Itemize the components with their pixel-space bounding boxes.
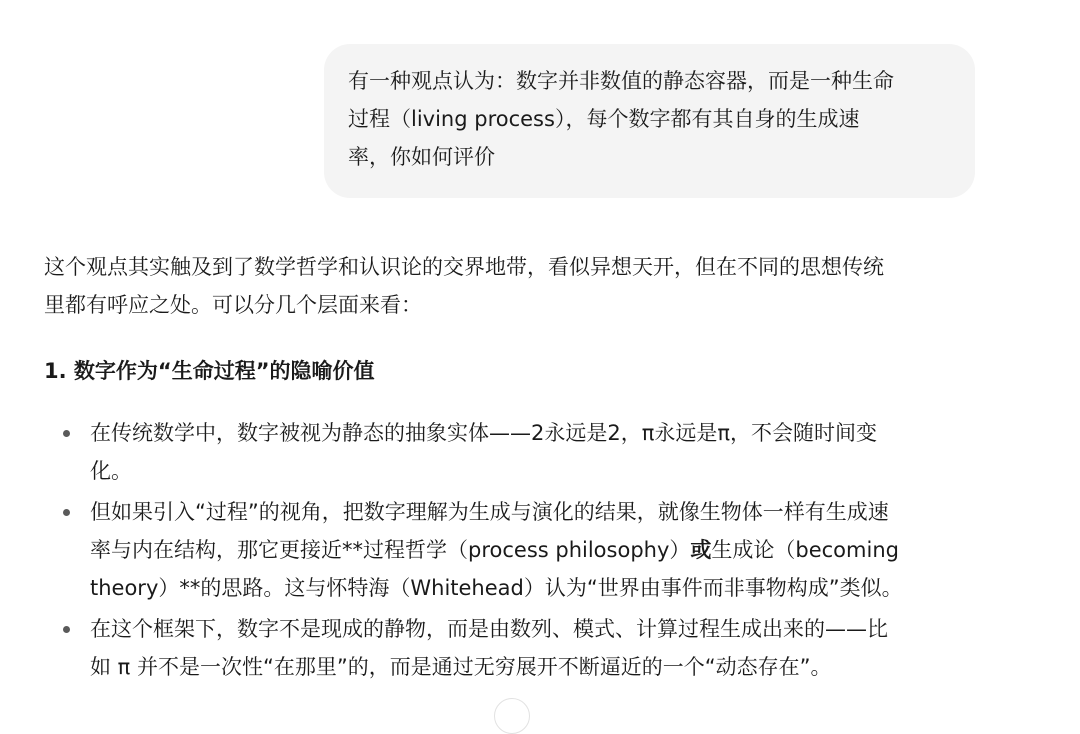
list-item (44, 493, 984, 607)
user-message-line: 过程（living process），每个数字都有其自身的生成速 (348, 107, 860, 131)
user-message-bubble (324, 44, 975, 198)
bullet-dot-icon (63, 430, 70, 437)
bullet-line: theory）**的思路。这与怀特海（Whitehead）认为“世界由事件而非事物构成”类似。 (90, 576, 903, 600)
intro-line: 这个观点其实触及到了数学哲学和认识论的交界地带，看似异想天开，但在不同的思想传统 (44, 255, 884, 279)
bullet-line: 但如果引入“过程”的视角，把数字理解为生成与演化的结果，就像生物体一样有生成速 (90, 500, 889, 524)
assistant-intro (44, 248, 984, 324)
user-message-line: 有一种观点认为：数字并非数值的静态容器，而是一种生命 (348, 69, 894, 93)
bullet-dot-icon (63, 509, 70, 516)
intro-line: 里都有呼应之处。可以分几个层面来看： (44, 293, 422, 317)
bold-text: 或 (690, 538, 712, 562)
section-heading: 1. 数字作为“生命过程”的隐喻价值 (44, 359, 375, 383)
bullet-line: 在传统数学中，数字被视为静态的抽象实体——2永远是2，π永远是π，不会随时间变 (90, 421, 878, 445)
bullet-list (44, 414, 984, 686)
bullet-line: 生成论（becoming (711, 538, 899, 562)
assistant-response (44, 248, 984, 689)
user-message-line: 率，你如何评价 (348, 145, 495, 169)
bullet-line: 化。 (90, 459, 132, 483)
bullet-line: 率与内在结构，那它更接近**过程哲学（process philosophy） (90, 538, 691, 562)
list-item (44, 610, 984, 686)
bullet-dot-icon (63, 626, 70, 633)
list-item (44, 414, 984, 490)
bullet-line: 在这个框架下，数字不是现成的静物，而是由数列、模式、计算过程生成出来的——比 (90, 617, 888, 641)
scroll-down-button[interactable] (494, 698, 530, 734)
bullet-line: 如 π 并不是一次性“在那里”的，而是通过无穷展开不断逼近的一个“动态存在”。 (90, 655, 832, 679)
